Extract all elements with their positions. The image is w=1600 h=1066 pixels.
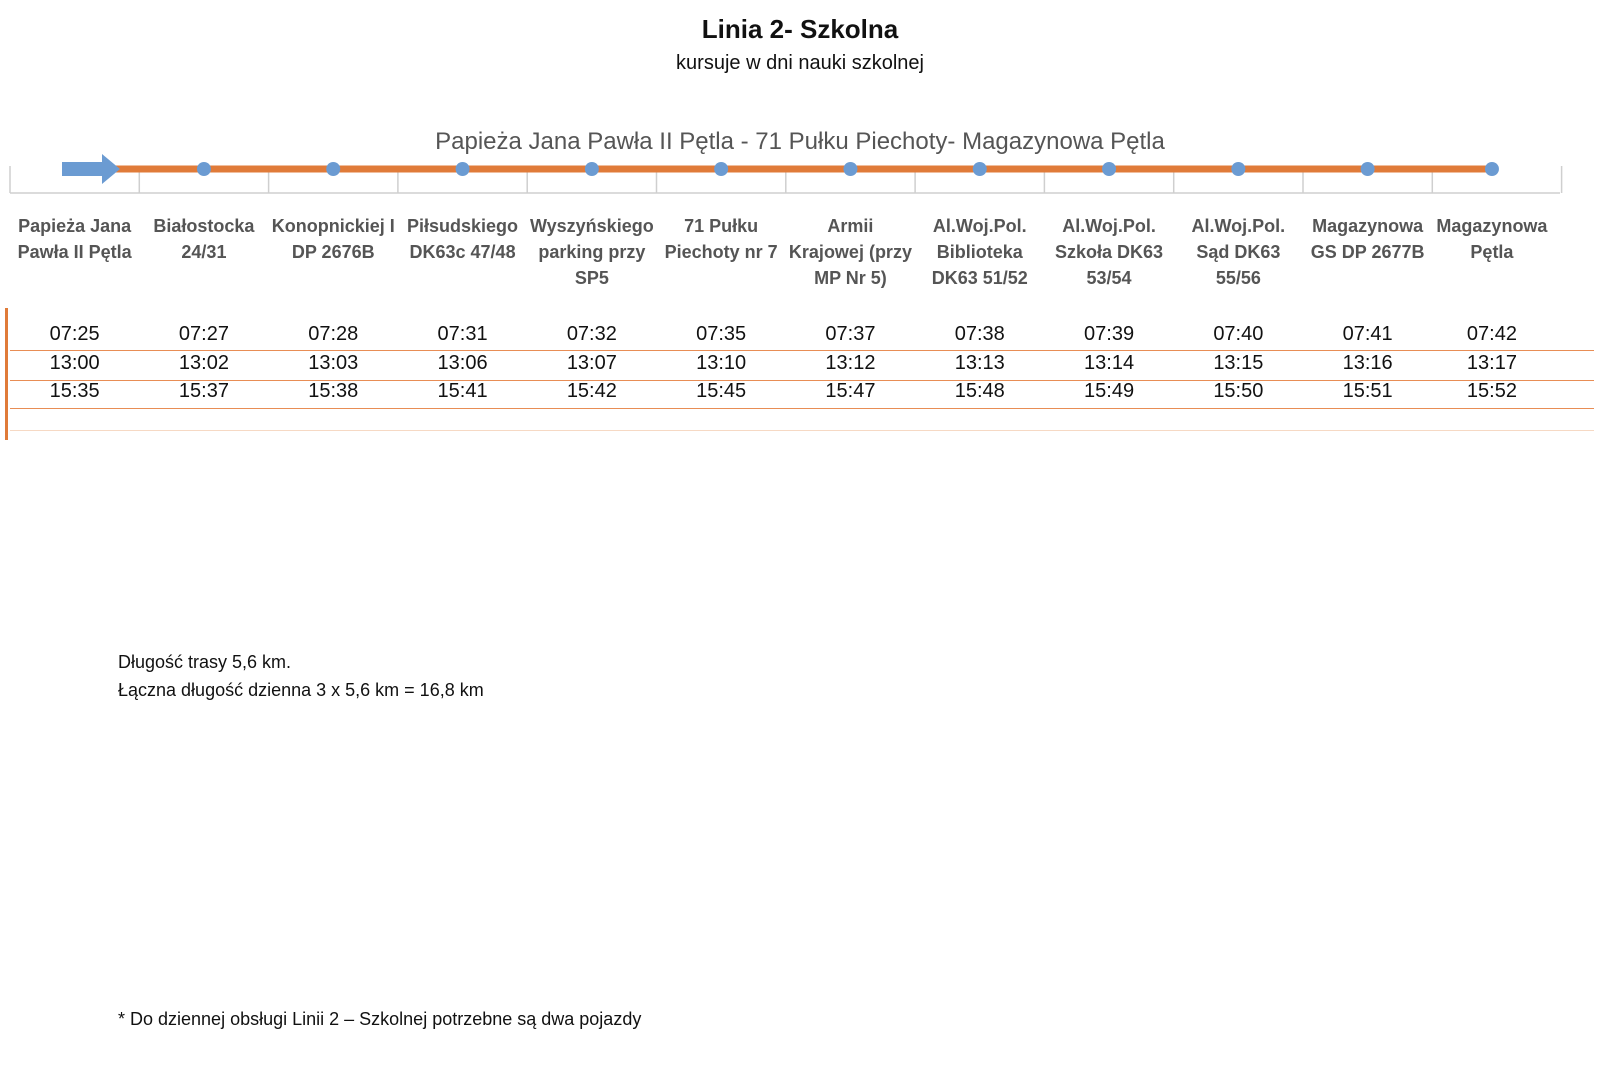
departure-time: 13:00 [49,352,100,374]
departure-time: 07:42 [1466,323,1517,345]
stop-label: Armii Krajowej (przy MP Nr 5) [788,216,912,288]
departure-time: 13:16 [1342,352,1393,374]
departure-time: 13:02 [178,352,229,374]
departure-time: 07:31 [437,323,488,345]
departure-time: 15:50 [1213,380,1264,402]
vehicle-note: * Do dziennej obsługi Linii 2 – Szkolnej potrzebne są dwa pojazdy [118,1009,642,1029]
departure-time: 07:35 [696,323,747,345]
departure-time: 13:13 [954,352,1005,374]
departure-time: 07:28 [308,323,359,345]
departure-time: 13:06 [437,352,488,374]
departure-time: 07:25 [49,323,100,345]
direction-arrow-icon [62,154,120,184]
departure-time: 15:45 [696,380,747,402]
stop-marker [714,162,728,176]
departure-time: 15:51 [1342,380,1393,402]
stop-label: Al.Woj.Pol. Szkoła DK63 53/54 [1055,216,1164,288]
stop-label: Piłsudskiego DK63c 47/48 [407,216,519,262]
stop-marker [1485,162,1499,176]
stop-label: Magazynowa GS DP 2677B [1310,216,1425,262]
route-line-diagram [0,150,1600,200]
stop-marker [197,162,211,176]
departure-time: 15:38 [308,380,359,402]
stop-marker [1231,162,1245,176]
departure-time: 15:49 [1084,380,1135,402]
departure-time: 07:37 [825,323,876,345]
departure-time: 13:15 [1213,352,1264,374]
stop-label: Konopnickiej I DP 2676B [271,216,395,262]
departure-time: 13:17 [1466,352,1517,374]
row-divider [10,408,1594,409]
departure-time: 07:41 [1342,323,1393,345]
stop-marker [843,162,857,176]
stop-label: Papieża Jana Pawła II Pętla [17,216,132,262]
departure-time: 07:40 [1213,323,1264,345]
row-divider [10,430,1594,431]
departure-time: 07:32 [566,323,617,345]
departure-time: 07:38 [954,323,1005,345]
stop-label: Wyszyńskiego parking przy SP5 [529,216,654,288]
route-name: Papieża Jana Pawła II Pętla - 71 Pułku Piechoty- Magazynowa Pętla [435,128,1165,155]
departure-time: 15:35 [49,380,100,402]
stop-marker [973,162,987,176]
departure-time: 15:41 [437,380,488,402]
stop-marker [1102,162,1116,176]
stop-marker [456,162,470,176]
stop-label: Magazynowa Pętla [1436,216,1548,262]
page-title: Linia 2- Szkolna [701,14,899,44]
departure-time: 13:03 [308,352,359,374]
route-length-text: Długość trasy 5,6 km. [118,652,292,672]
stop-label: 71 Pułku Piechoty nr 7 [664,216,778,262]
stop-marker [585,162,599,176]
page-subtitle: kursuje w dni nauki szkolnej [676,52,924,74]
departure-time: 15:42 [566,380,617,402]
departure-time: 13:12 [825,352,876,374]
departure-time: 13:10 [696,352,747,374]
stop-marker [326,162,340,176]
departure-time: 07:27 [178,323,229,345]
stop-marker [1361,162,1375,176]
departure-time: 13:07 [566,352,617,374]
departure-time: 07:39 [1084,323,1135,345]
departure-time: 15:37 [178,380,229,402]
table-left-border [5,308,8,440]
stop-label: Białostocka 24/31 [153,216,255,262]
departure-time: 15:52 [1466,380,1517,402]
row-divider [10,350,1594,351]
departure-time: 15:48 [954,380,1005,402]
departure-time: 15:47 [825,380,876,402]
departure-time: 13:14 [1084,352,1135,374]
stop-label: Al.Woj.Pol. Biblioteka DK63 51/52 [931,216,1028,288]
daily-length-text: Łączna długość dzienna 3 x 5,6 km = 16,8 km [118,680,484,700]
stop-label: Al.Woj.Pol. Sąd DK63 55/56 [1191,216,1286,288]
